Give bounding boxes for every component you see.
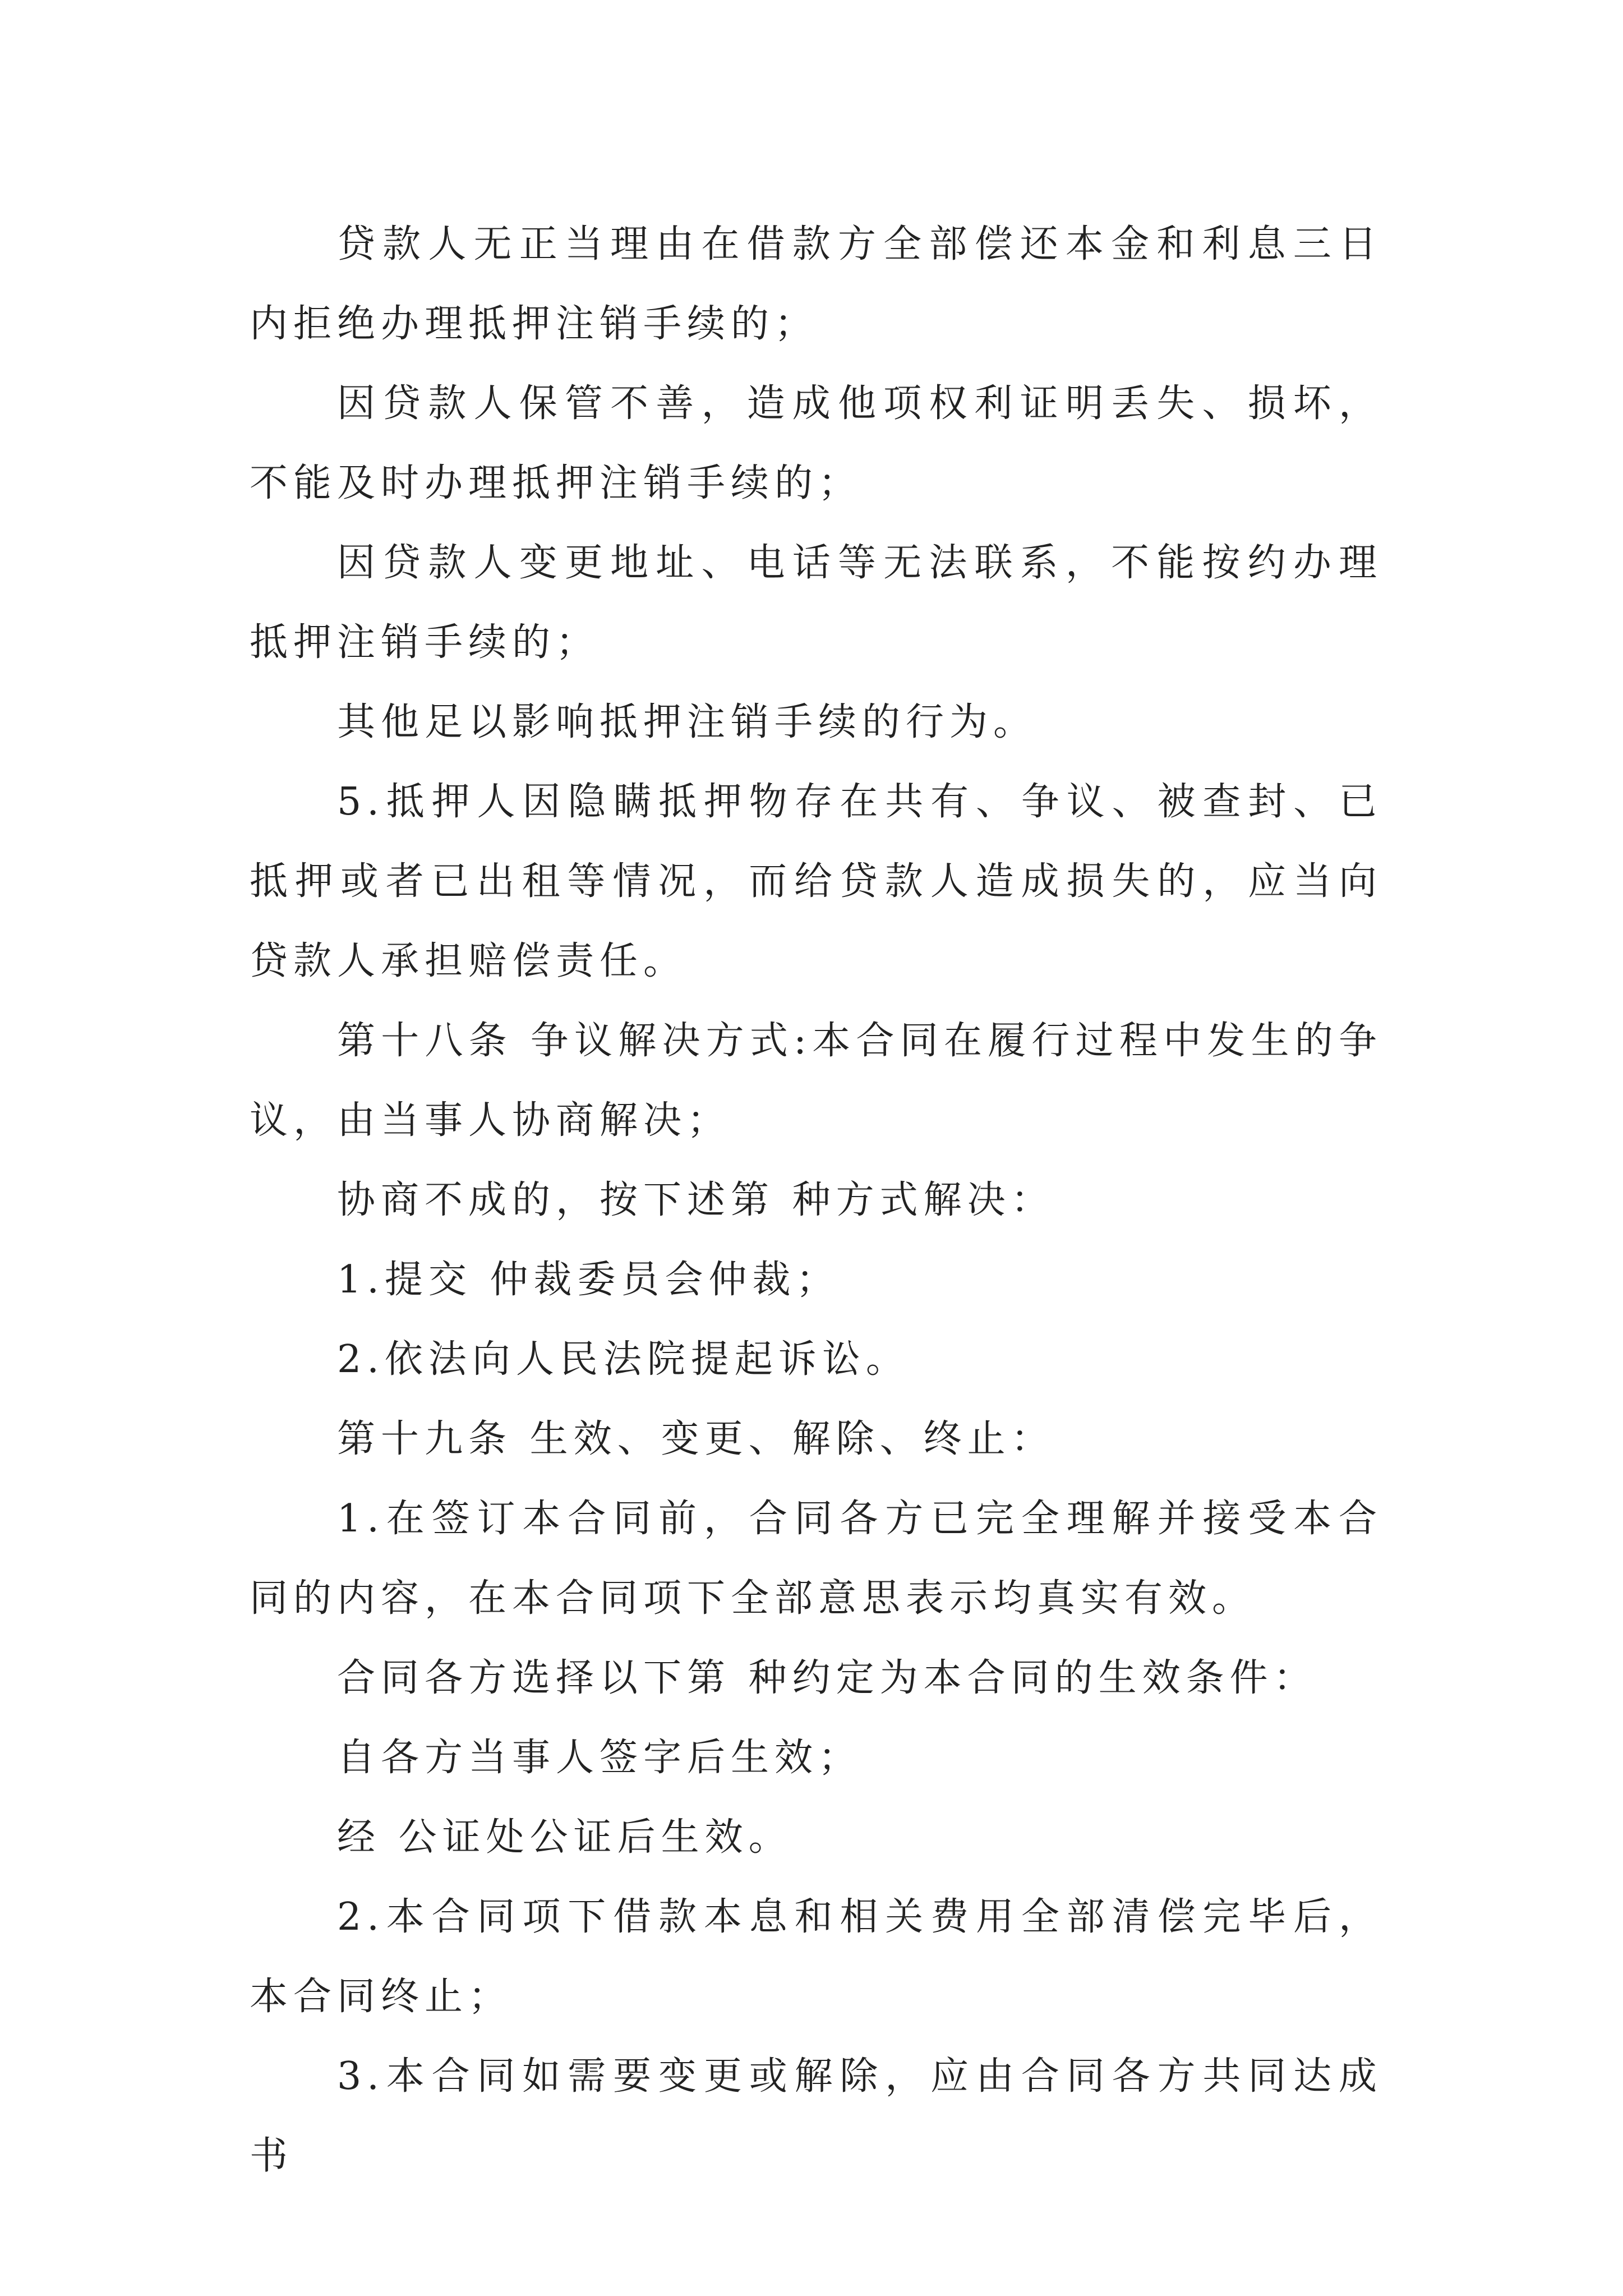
- paragraph: 2.依法向人民法院提起诉讼。: [337, 1337, 910, 1382]
- paragraph: 第十八条 争议解决方式:本合同在履行过程中发生的争议，由当事人协商解决；: [250, 1019, 1382, 1143]
- paragraph: 贷款人无正当理由在借款方全部偿还本金和利息三日内拒绝办理抵押注销手续的；: [250, 222, 1382, 346]
- paragraph: 协商不成的，按下述第 种方式解决：: [337, 1178, 1055, 1222]
- paragraph: 1.在签订本合同前，合同各方已完全理解并接受本合同的内容，在本合同项下全部意思表示均真实有效。: [250, 1497, 1382, 1621]
- paragraph: 2.本合同项下借款本息和相关费用全部清偿完毕后，本合同终止；: [250, 1895, 1382, 2019]
- paragraph: 5.抵押人因隐瞒抵押物存在共有、争议、被查封、已抵押或者已出租等情况，而给贷款人造成损失的，应当向贷款人承担赔偿责任。: [250, 780, 1382, 983]
- document-body: [250, 205, 1382, 2196]
- paragraph: 经 公证处公证后生效。: [337, 1815, 792, 1860]
- paragraph: 其他足以影响抵押注销手续的行为。: [337, 700, 1038, 744]
- paragraph: 合同各方选择以下第 种约定为本合同的生效条件：: [337, 1656, 1317, 1700]
- paragraph: 自各方当事人签字后生效；: [337, 1736, 863, 1780]
- paragraph: 第十九条 生效、变更、解除、终止：: [337, 1417, 1055, 1461]
- paragraph: 因贷款人变更地址、电话等无法联系，不能按约办理抵押注销手续的；: [250, 541, 1382, 665]
- paragraph: 1.提交 仲裁委员会仲裁；: [337, 1258, 840, 1302]
- paragraph: 因贷款人保管不善，造成他项权利证明丢失、损坏，不能及时办理抵押注销手续的；: [250, 381, 1382, 505]
- paragraph: 3.本合同如需要变更或解除，应由合同各方共同达成书: [250, 2054, 1382, 2178]
